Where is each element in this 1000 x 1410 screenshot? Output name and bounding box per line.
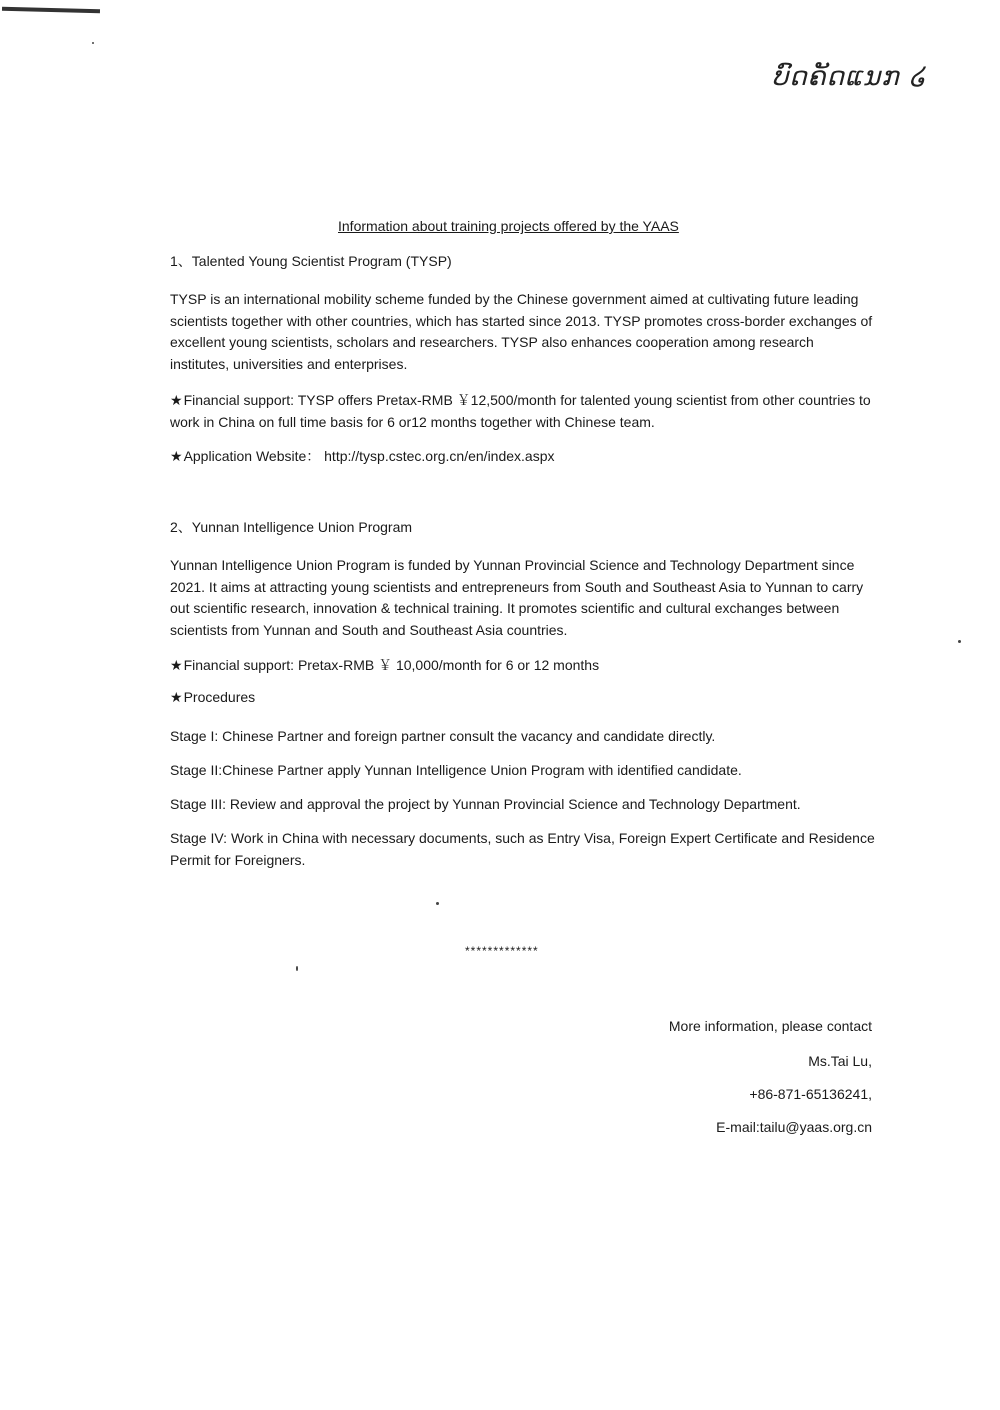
scan-speck (92, 42, 94, 44)
section1-financial-support (170, 390, 876, 433)
star-icon: ★ (170, 689, 183, 705)
scan-artifact (2, 7, 100, 14)
section2-financial-text: Financial support: Pretax-RMB ￥ 10,000/month for 6 or 12 months (183, 657, 600, 673)
section2-paragraph: Yunnan Intelligence Union Program is funded by Yunnan Provincial Science and Technology Department since 2021. It aims at attracting young scientists and entrepreneurs from South and Southeast Asia to Yunnan to carry out scientific research, innovation & technical training. It promotes scientific and cultural exchanges between scientists from Yunnan and South and Southeast Asia countries. (170, 557, 864, 638)
section1-heading: 1、Talented Young Scientist Program (TYSP) (170, 253, 452, 269)
section2-financial-support (170, 655, 599, 675)
section-divider: ************* (465, 944, 539, 958)
stage-item: Stage IV: Work in China with necessary documents, such as Entry Visa, Foreign Expert Certificate and Residence Permit for Foreigners. (170, 830, 875, 868)
section1-website-text: Application Website： http://tysp.cstec.org.cn/en/index.aspx (183, 448, 555, 464)
contact-name: Ms.Tai Lu, (808, 1053, 872, 1069)
handwritten-note: ບົດຄັດແນກ ໒ (772, 62, 927, 92)
section2-procedures-label (170, 689, 255, 706)
scan-speck (296, 966, 298, 971)
procedures-label-text: Procedures (183, 689, 256, 705)
section1-application-website (170, 446, 555, 466)
document-title: Information about training projects offered by the YAAS (338, 218, 679, 234)
scan-speck (436, 902, 439, 905)
star-icon: ★ (170, 448, 183, 464)
contact-email: E-mail:tailu@yaas.org.cn (716, 1119, 872, 1135)
section1-financial-text: Financial support: TYSP offers Pretax-RMB ￥12,500/month for talented young scientist from other countries to work in China on full time basis for 6 or12 months together with Chinese team. (170, 392, 871, 430)
section2-heading: 2、Yunnan Intelligence Union Program (170, 519, 413, 535)
stage-item: Stage III: Review and approval the project by Yunnan Provincial Science and Technology Department. (170, 796, 801, 812)
section1-paragraph: TYSP is an international mobility scheme funded by the Chinese government aimed at cultivating future leading scientists together with other countries, which has started since 2013. TYSP promotes cross-border exchanges of excellent young scientists, scholars and researchers. TYSP also enhances cooperation among research institutes, universities and enterprises. (170, 291, 873, 372)
contact-intro: More information, please contact (668, 1018, 872, 1034)
contact-phone: +86-871-65136241, (749, 1086, 872, 1102)
star-icon: ★ (170, 392, 183, 408)
stage-item: Stage I: Chinese Partner and foreign partner consult the vacancy and candidate directly. (170, 728, 716, 744)
scan-speck (958, 640, 961, 643)
star-icon: ★ (170, 657, 183, 673)
stage-item: Stage II:Chinese Partner apply Yunnan Intelligence Union Program with identified candidate. (170, 762, 742, 778)
